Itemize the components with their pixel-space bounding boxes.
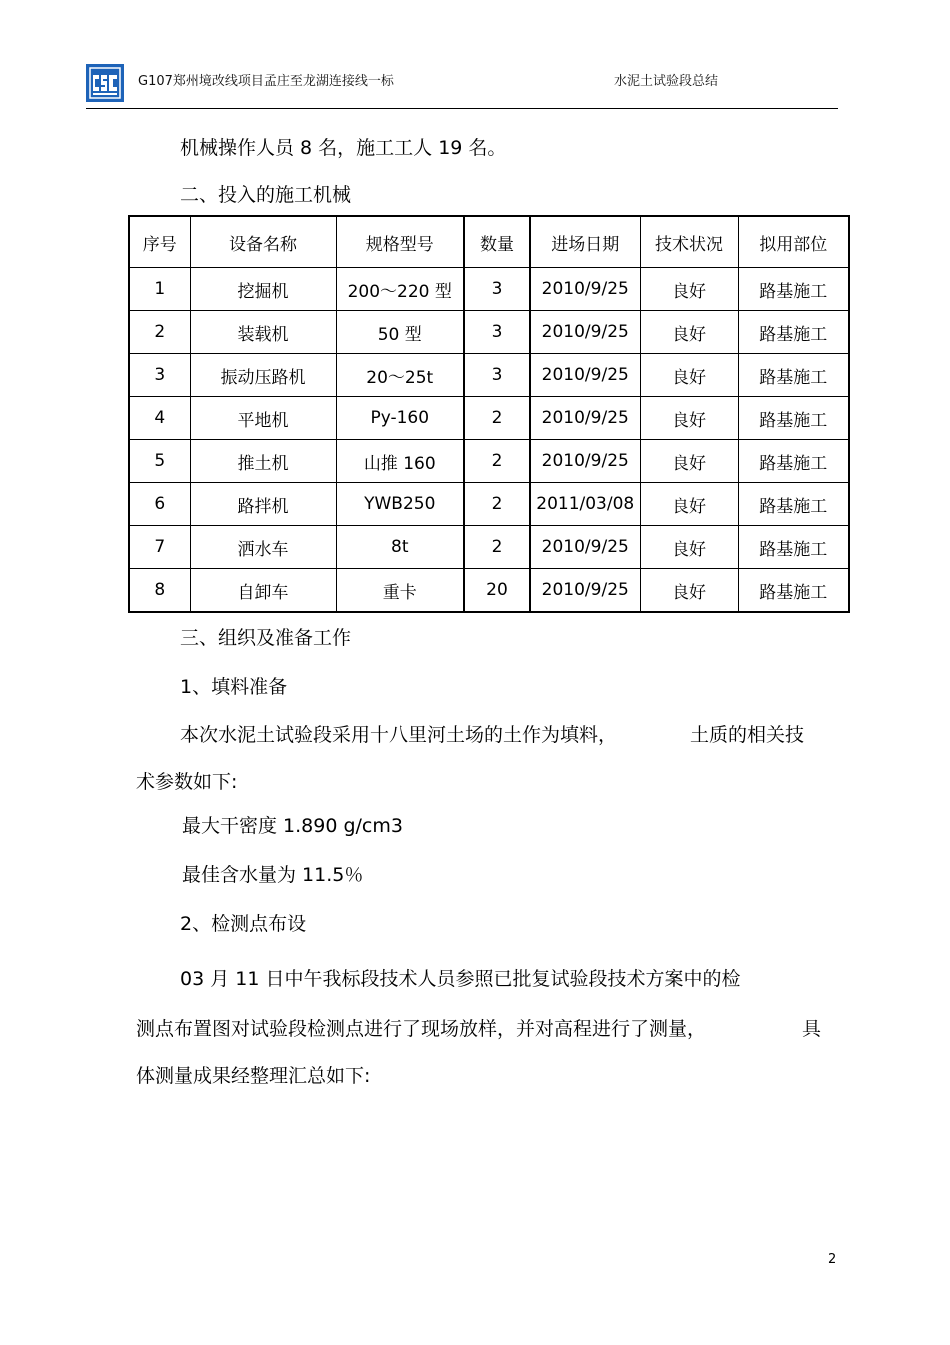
table-row — [129, 397, 849, 440]
table-cell: 2010/9/25 — [530, 569, 640, 613]
table-cell: 自卸车 — [190, 569, 336, 613]
table-cell: 7 — [129, 526, 190, 569]
table-cell: 路基施工 — [738, 397, 849, 440]
table-cell: 2010/9/25 — [530, 311, 640, 354]
paragraph-survey: 03 月 11 日中午我标段技术人员参照已批复试验段技术方案中的检 — [180, 968, 741, 990]
table-cell: 50 型 — [336, 311, 464, 354]
page-header — [86, 58, 838, 109]
table-cell: 4 — [129, 397, 190, 440]
table-cell: 良好 — [640, 354, 738, 397]
table-cell: 良好 — [640, 397, 738, 440]
table-cell: 良好 — [640, 311, 738, 354]
table-cell: 良好 — [640, 569, 738, 613]
table-cell: 2010/9/25 — [530, 354, 640, 397]
table-cell: 挖掘机 — [190, 268, 336, 311]
table-cell: 路基施工 — [738, 483, 849, 526]
table-cell: 重卡 — [336, 569, 464, 613]
col-header: 设备名称 — [190, 216, 336, 268]
table-row — [129, 268, 849, 311]
table-cell: 3 — [464, 354, 530, 397]
table-cell: 2011/03/08 — [530, 483, 640, 526]
paragraph-fill-source: 本次水泥土试验段采用十八里河土场的土作为填料， — [180, 724, 618, 746]
table-cell: 3 — [464, 311, 530, 354]
project-title: G107郑州境改线项目孟庄至龙湖连接线一标 — [138, 74, 394, 89]
table-cell: 山推 160 — [336, 440, 464, 483]
col-header: 技术状况 — [640, 216, 738, 268]
table-cell: 洒水车 — [190, 526, 336, 569]
table-cell: 2010/9/25 — [530, 397, 640, 440]
table-cell: Py-160 — [336, 397, 464, 440]
subheading-test-points: 2、检测点布设 — [180, 913, 307, 935]
paragraph-survey-cont2: 具 — [802, 1018, 822, 1040]
table-cell: 2010/9/25 — [530, 526, 640, 569]
table-cell: 8t — [336, 526, 464, 569]
paragraph-survey-cont: 测点布置图对试验段检测点进行了现场放样，并对高程进行了测量， — [136, 1018, 707, 1040]
table-header-row — [129, 216, 849, 268]
table-row — [129, 311, 849, 354]
col-header: 拟用部位 — [738, 216, 849, 268]
table-cell: 3 — [464, 268, 530, 311]
table-cell: 路基施工 — [738, 354, 849, 397]
table-cell: 路基施工 — [738, 268, 849, 311]
table-cell: 良好 — [640, 526, 738, 569]
col-header: 序号 — [129, 216, 190, 268]
table-row — [129, 440, 849, 483]
max-dry-density: 最大干密度 1.890 g/cm3 — [182, 815, 403, 837]
table-cell: 良好 — [640, 483, 738, 526]
table-cell: 2 — [464, 440, 530, 483]
table-cell: 5 — [129, 440, 190, 483]
col-header: 数量 — [464, 216, 530, 268]
table-cell: 2 — [464, 526, 530, 569]
optimum-moisture: 最佳含水量为 11.5％ — [182, 864, 364, 886]
table-cell: 1 — [129, 268, 190, 311]
table-cell: 2 — [464, 483, 530, 526]
table-row — [129, 569, 849, 613]
table-cell: 6 — [129, 483, 190, 526]
table-row — [129, 526, 849, 569]
table-cell: 8 — [129, 569, 190, 613]
paragraph-fill-source-cont: 土质的相关技 — [690, 724, 805, 746]
table-cell: 良好 — [640, 268, 738, 311]
table-cell: YWB250 — [336, 483, 464, 526]
section-heading-organization: 三、组织及准备工作 — [180, 627, 352, 649]
table-cell: 路基施工 — [738, 311, 849, 354]
table-cell: 2 — [129, 311, 190, 354]
table-row — [129, 483, 849, 526]
table-row — [129, 354, 849, 397]
table-cell: 路基施工 — [738, 526, 849, 569]
cscec-logo-icon — [87, 65, 123, 101]
table-cell: 路基施工 — [738, 440, 849, 483]
table-cell: 装载机 — [190, 311, 336, 354]
subheading-fill-prep: 1、填料准备 — [180, 676, 288, 698]
col-header: 规格型号 — [336, 216, 464, 268]
equipment-table — [128, 215, 850, 613]
table-cell: 20 — [464, 569, 530, 613]
table-cell: 推土机 — [190, 440, 336, 483]
table-cell: 振动压路机 — [190, 354, 336, 397]
table-cell: 2010/9/25 — [530, 268, 640, 311]
document-title: 水泥土试验段总结 — [614, 74, 719, 89]
table-cell: 20～25t — [336, 354, 464, 397]
staff-line: 机械操作人员 8 名，施工工人 19 名。 — [180, 137, 507, 159]
table-cell: 2010/9/25 — [530, 440, 640, 483]
table-cell: 路拌机 — [190, 483, 336, 526]
paragraph-survey-end: 体测量成果经整理汇总如下: — [136, 1065, 371, 1087]
table-cell: 200～220 型 — [336, 268, 464, 311]
table-cell: 3 — [129, 354, 190, 397]
table-cell: 良好 — [640, 440, 738, 483]
table-cell: 平地机 — [190, 397, 336, 440]
company-logo — [86, 64, 124, 102]
section-heading-machinery: 二、投入的施工机械 — [180, 184, 352, 206]
paragraph-fill-source-end: 术参数如下: — [136, 771, 238, 793]
table-cell: 2 — [464, 397, 530, 440]
table-cell: 路基施工 — [738, 569, 849, 613]
col-header: 进场日期 — [530, 216, 640, 268]
page-number: 2 — [828, 1252, 837, 1267]
